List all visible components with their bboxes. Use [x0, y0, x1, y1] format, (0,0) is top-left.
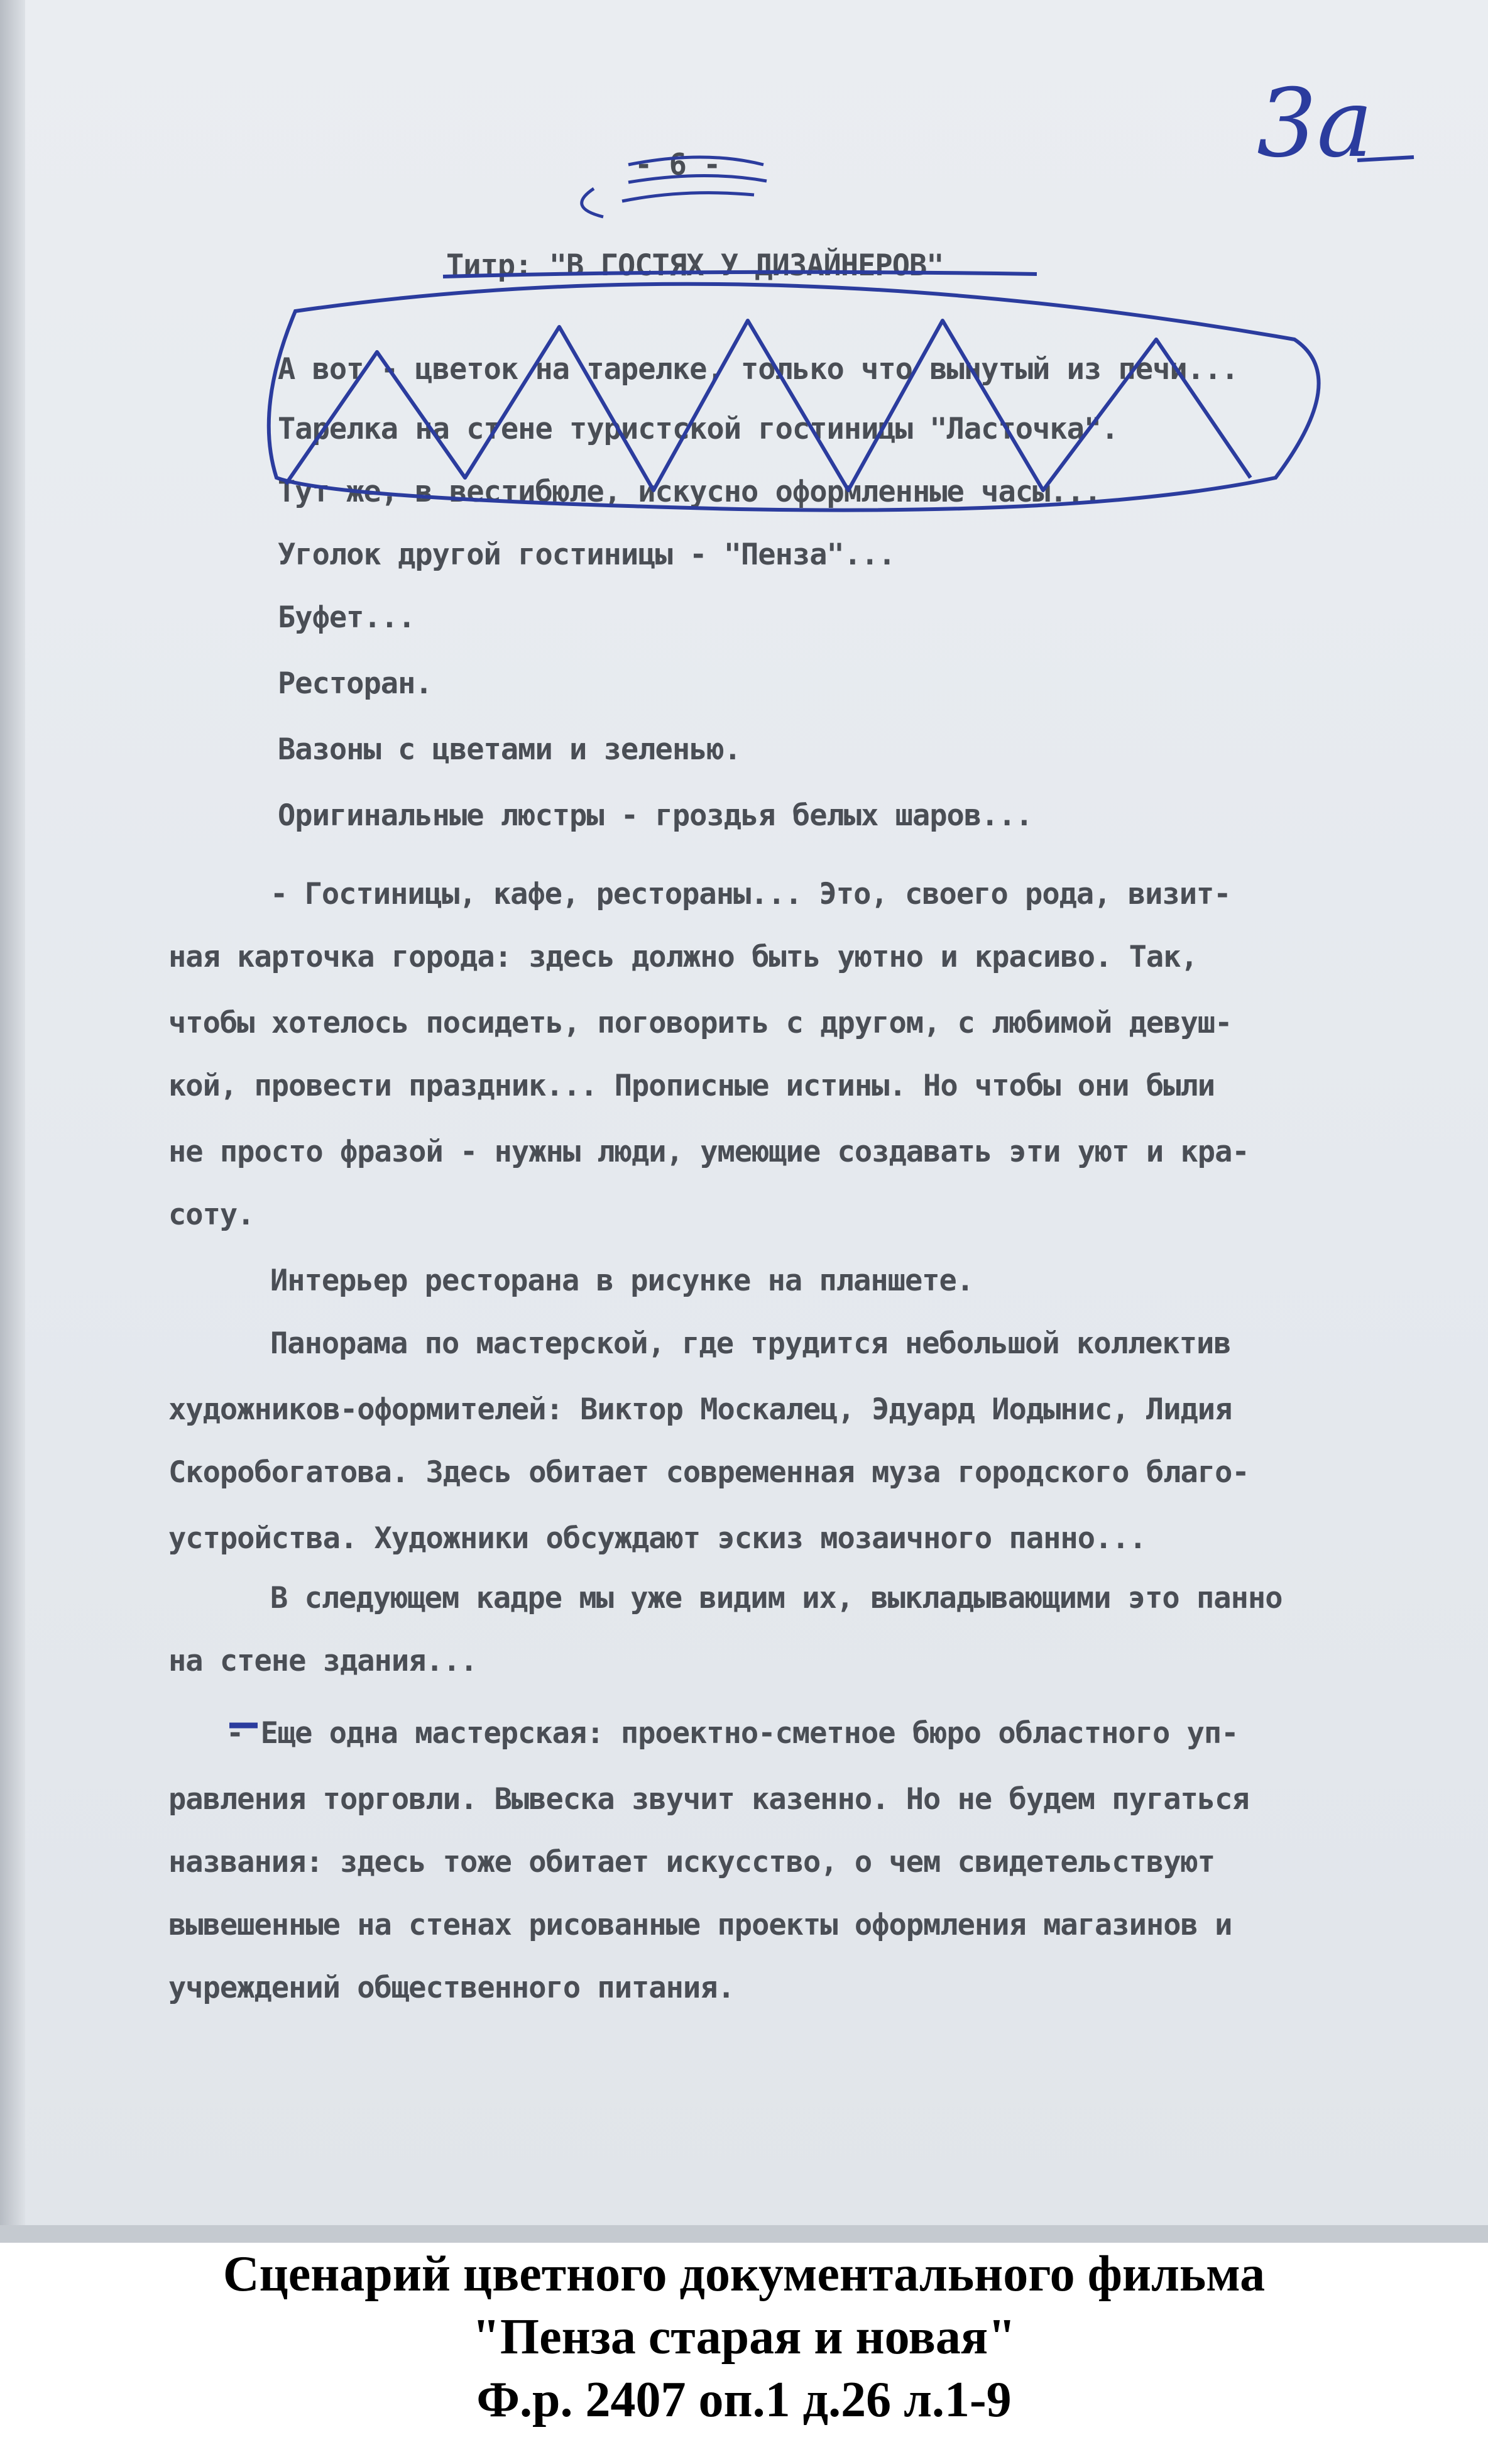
caption-title: Сценарий цветного документального фильма	[222, 2247, 1266, 2302]
text-line-12: кой, провести праздник... Прописные истины. Но чтобы они были	[168, 1069, 1215, 1103]
text-line-1: А вот - цветок на тарелке, только что вынутый из печи...	[278, 352, 1239, 387]
text-line-6: Ресторан.	[278, 666, 432, 701]
text-line-8: Оригинальные люстры - гроздья белых шаров...	[278, 798, 1033, 833]
page-bottom-edge	[0, 2225, 1488, 2243]
caption-archive-reference: Ф.р. 2407 оп.1 д.26 л.1-9	[476, 2372, 1012, 2428]
text-line-15: Интерьер ресторана в рисунке на планшете.	[270, 1263, 974, 1298]
text-line-21: на стене здания...	[168, 1644, 478, 1678]
text-line-22: - Еще одна мастерская: проектно-сметное бюро областного уп-	[226, 1716, 1239, 1751]
text-line-24: названия: здесь тоже обитает искусство, о чем свидетельствуют	[168, 1845, 1215, 1879]
heading-title: Титр: "В ГОСТЯХ У ДИЗАЙНЕРОВ"	[446, 248, 944, 283]
text-line-20: В следующем кадре мы уже видим их, выкладывающими это панно	[270, 1581, 1283, 1615]
text-line-23: равления торговли. Вывеска звучит казенно. Но не будем пугаться	[168, 1782, 1249, 1817]
deletion-zigzag	[286, 321, 1250, 490]
page-number: - 6 -	[635, 148, 721, 182]
archive-page-mark: 3а	[1257, 69, 1373, 179]
text-line-2: Тарелка на стене туристской гостиницы "Ласточка".	[278, 412, 1119, 446]
text-line-25: вывешенные на стенах рисованные проекты оформления магазинов и	[168, 1908, 1232, 1942]
archive-caption	[0, 2243, 1488, 2464]
text-line-11: чтобы хотелось посидеть, поговорить с другом, с любимой девуш-	[168, 1006, 1232, 1040]
text-line-16: Панорама по мастерской, где трудится небольшой коллектив	[270, 1326, 1231, 1361]
text-line-18: Скоробогатова. Здесь обитает современная муза городского благо-	[168, 1455, 1249, 1490]
text-line-9: - Гостиницы, кафе, рестораны... Это, своего рода, визит-	[270, 877, 1231, 911]
text-line-26: учреждений общественного питания.	[168, 1971, 735, 2005]
text-line-17: художников-оформителей: Виктор Москалец, Эдуард Иодынис, Лидия	[168, 1392, 1232, 1427]
text-line-4: Уголок другой гостиницы - "Пенза"...	[278, 537, 895, 572]
caption-film-name: "Пенза старая и новая"	[472, 2309, 1016, 2365]
text-line-13: не просто фразой - нужны люди, умеющие создавать эти уют и кра-	[168, 1135, 1249, 1169]
page-left-edge	[0, 0, 25, 2225]
text-line-5: Буфет...	[278, 600, 415, 635]
text-line-19: устройства. Художники обсуждают эскиз мозаичного панно...	[168, 1521, 1146, 1556]
text-line-10: ная карточка города: здесь должно быть уютно и красиво. Так,	[168, 940, 1198, 974]
text-line-3: Тут же, в вестибюле, искусно оформленные часы...	[278, 475, 1102, 509]
text-line-7: Вазоны с цветами и зеленью.	[278, 732, 741, 767]
text-line-14: соту.	[168, 1197, 254, 1232]
